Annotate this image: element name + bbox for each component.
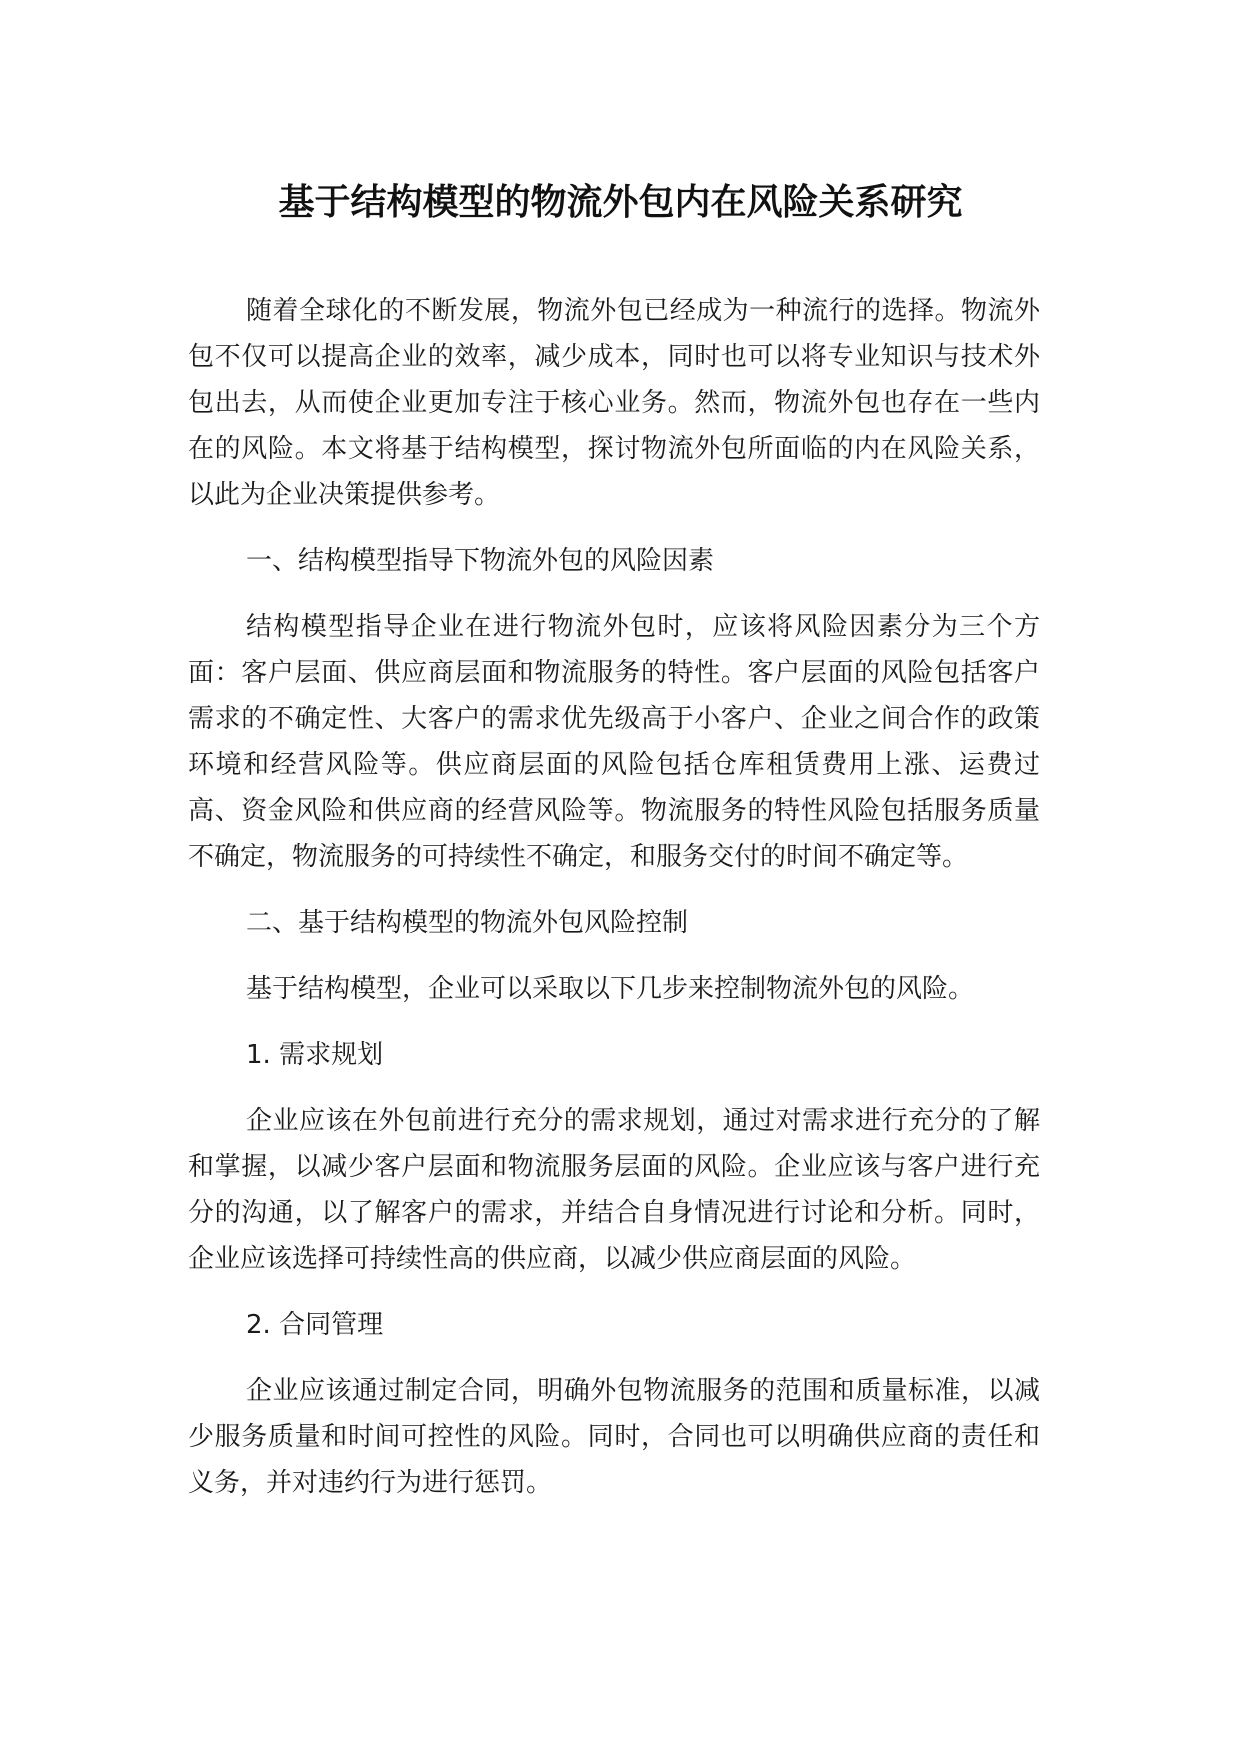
document-title: 基于结构模型的物流外包内在风险关系研究	[278, 182, 963, 223]
paragraph-intro: 随着全球化的不断发展，物流外包已经成为一种流行的选择。物流外包不仅可以提高企业的效率，减少成本，同时也可以将专业知识与技术外包出去，从而使企业更加专注于核心业务。然而，物流外包也存在一些内在的风险。本文将基于结构模型，探讨物流外包所面临的内在风险关系，以此为企业决策提供参考。	[188, 296, 1040, 510]
paragraph-contract-management: 企业应该通过制定合同，明确外包物流服务的范围和质量标准，以减少服务质量和时间可控性的风险。同时，合同也可以明确供应商的责任和义务，并对违约行为进行惩罚。	[188, 1376, 1040, 1498]
paragraph-risk-factors: 结构模型指导企业在进行物流外包时，应该将风险因素分为三个方面：客户层面、供应商层面和物流服务的特性。客户层面的风险包括客户需求的不确定性、大客户的需求优先级高于小客户、企业之间合作的政策环境和经营风险等。供应商层面的风险包括仓库租赁费用上涨、运费过高、资金风险和供应商的经营风险等。物流服务的特性风险包括服务质量不确定，物流服务的可持续性不确定，和服务交付的时间不确定等。	[188, 612, 1040, 872]
section-heading-2: 二、基于结构模型的物流外包风险控制	[246, 908, 689, 938]
subsection-heading-contract-management: 2. 合同管理	[246, 1310, 384, 1340]
paragraph-risk-control: 基于结构模型，企业可以采取以下几步来控制物流外包的风险。	[246, 974, 975, 1004]
subsection-heading-demand-planning: 1. 需求规划	[246, 1040, 384, 1070]
document-body	[188, 288, 1040, 1526]
paragraph-demand-planning: 企业应该在外包前进行充分的需求规划，通过对需求进行充分的了解和掌握，以减少客户层面和物流服务层面的风险。企业应该与客户进行充分的沟通，以了解客户的需求，并结合自身情况进行讨论和分析。同时，企业应该选择可持续性高的供应商，以减少供应商层面的风险。	[188, 1106, 1040, 1274]
section-heading-1: 一、结构模型指导下物流外包的风险因素	[246, 546, 715, 576]
